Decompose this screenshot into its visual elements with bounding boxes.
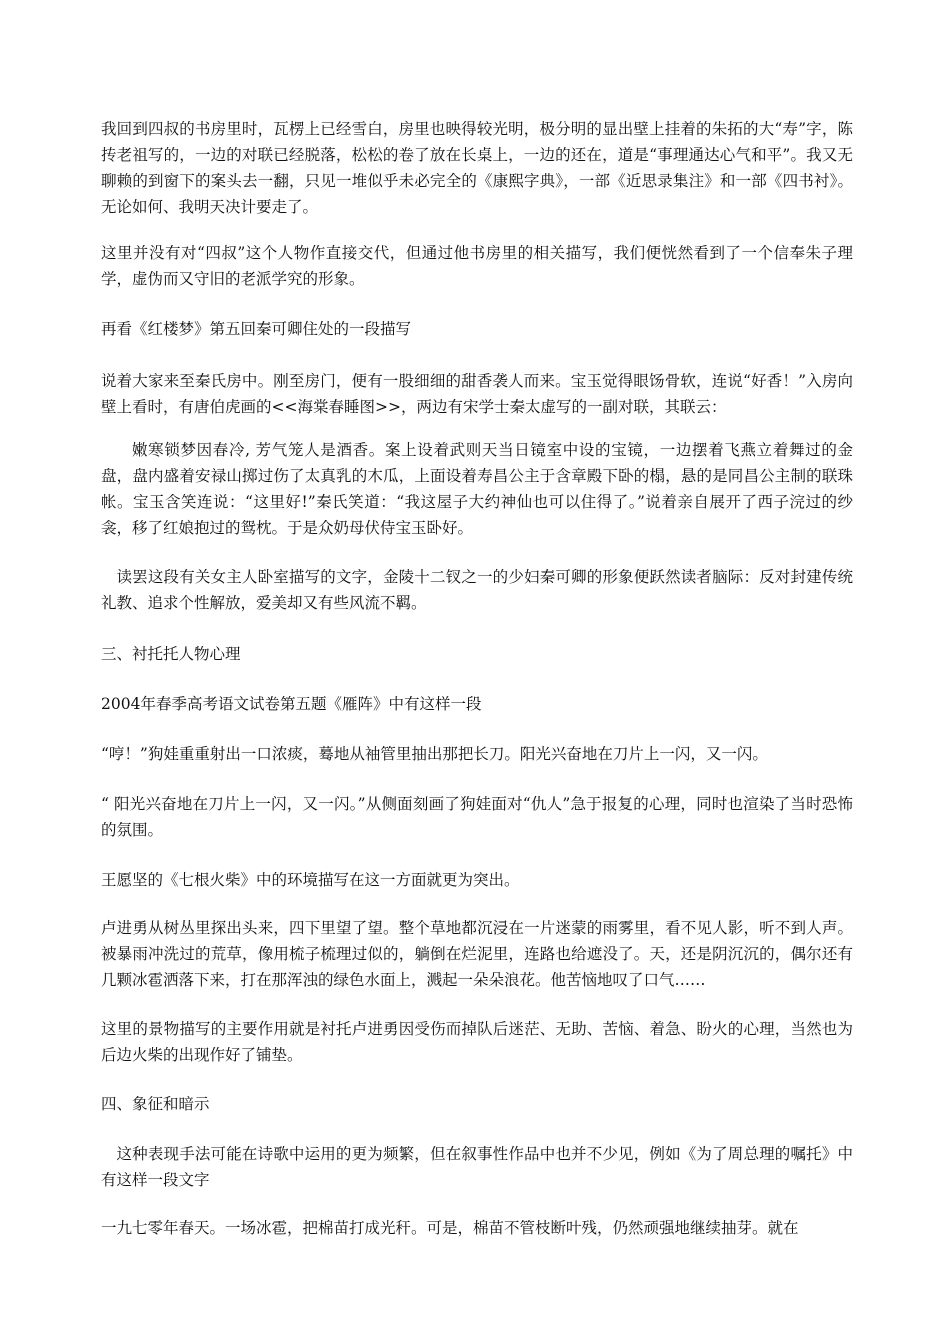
paragraph-fourth-uncle-analysis: 这里并没有对“四叔”这个人物作直接交代，但通过他书房里的相关描写，我们便恍然看到了一个信奉朱子理学，虚伪而又守旧的老派学究的形象。 xyxy=(101,244,853,288)
paragraph-qin-room-quote: 说着大家来至秦氏房中。刚至房门，便有一股细细的甜香袭人而来。宝玉觉得眼饧骨软，连说“好香！”入房向壁上看时，有唐伯虎画的<<海棠春睡图>>，两边有宋学士秦太虚写的一副对联，其联云： xyxy=(101,372,853,416)
paragraph-symbolism-intro: 这种表现手法可能在诗歌中运用的更为频繁，但在叙事性作品中也并不少见，例如《为了周总理的嘱托》中有这样一段文字 xyxy=(101,1145,853,1189)
paragraph-cotton-quote: 一九七零年春天。一场冰雹，把棉苗打成光秆。可是，棉苗不管枝断叶残，仍然顽强地继续抽芽。就在 xyxy=(101,1219,799,1237)
paragraph-seven-matches-intro: 王愿坚的《七根火柴》中的环境描写在这一方面就更为突出。 xyxy=(101,871,520,889)
section-heading-four: 四、象征和暗示 xyxy=(101,1095,210,1113)
section-heading-three: 三、衬托托人物心理 xyxy=(101,645,241,663)
paragraph-couplet-quote: 嫩寒锁梦因春冷, 芳气笼人是酒香。案上设着武则天当日镜室中设的宝镜，一边摆着飞燕立着舞过的金盘，盘内盛着安禄山掷过伤了太真乳的木瓜，上面设着寿昌公主于含章殿下卧的榻，悬的是同昌公主制的联珠帐。宝玉含笑连说：“这里好!”秦氏笑道：“我这屋子大约神仙也可以住得了。”说着亲自展开了西子浣过的纱衾，移了红娘抱过的鸳枕。于是众奶母伏侍宝玉卧好。 xyxy=(101,441,853,537)
paragraph-hongloumeng-intro: 再看《红楼梦》第五回秦可卿住处的一段描写 xyxy=(101,320,412,338)
paragraph-gouwa-analysis: “ 阳光兴奋地在刀片上一闪，又一闪。”从侧面刻画了狗娃面对“仇人”急于报复的心理，同时也渲染了当时恐怖的氛围。 xyxy=(101,795,853,839)
paragraph-exam-intro: 2004年春季高考语文试卷第五题《雁阵》中有这样一段 xyxy=(101,695,482,713)
paragraph-lu-jinyong-analysis: 这里的景物描写的主要作用就是衬托卢进勇因受伤而掉队后迷茫、无助、苦恼、着急、盼火的心理，当然也为后边火柴的出现作好了铺垫。 xyxy=(101,1020,853,1064)
paragraph-study-room: 我回到四叔的书房里时，瓦楞上已经雪白，房里也映得较光明，极分明的显出壁上挂着的朱拓的大“寿”字，陈抟老祖写的，一边的对联已经脱落，松松的卷了放在长桌上，一边的还在，道是“事理通达心气和平”。我又无聊赖的到窗下的案头去一翻，只见一堆似乎未必完全的《康熙字典》，一部《近思录集注》和一部《四书衬》。无论如何、我明天决计要走了。 xyxy=(101,120,853,216)
paragraph-qin-keqing-analysis: 读罢这段有关女主人卧室描写的文字，金陵十二钗之一的少妇秦可卿的形象便跃然读者脑际：反对封建传统礼教、追求个性解放，爱美却又有些风流不羁。 xyxy=(101,568,853,612)
paragraph-lu-jinyong-quote: 卢进勇从树丛里探出头来，四下里望了望。整个草地都沉浸在一片迷蒙的雨雾里，看不见人影，听不到人声。被暴雨冲洗过的荒草，像用梳子梳理过似的，躺倒在烂泥里，连路也给遮没了。天，还是阴沉沉的，偶尔还有几颗冰雹洒落下来，打在那浑浊的绿色水面上，溅起一朵朵浪花。他苦恼地叹了口气…… xyxy=(101,919,853,989)
paragraph-gouwa-quote: “哼！”狗娃重重射出一口浓痰，蓦地从袖管里抽出那把长刀。阳光兴奋地在刀片上一闪，又一闪。 xyxy=(101,745,768,763)
